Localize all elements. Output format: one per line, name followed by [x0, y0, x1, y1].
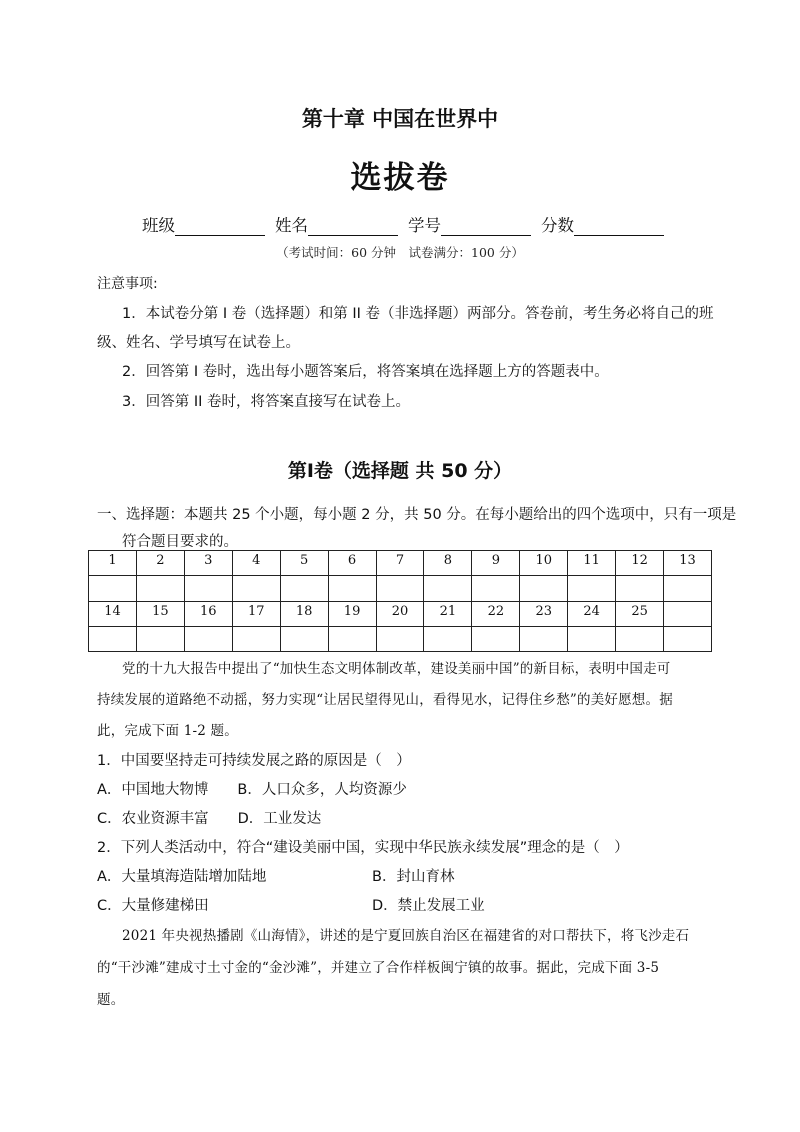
score-label: 分数	[541, 216, 574, 235]
answer-cell[interactable]	[568, 626, 616, 651]
question-number-cell: 2	[136, 551, 184, 576]
answer-row	[89, 576, 712, 601]
question-number-cell: 7	[376, 551, 424, 576]
question-number-cell: 23	[520, 601, 568, 626]
answer-cell[interactable]	[664, 576, 712, 601]
question-number-cell: 19	[328, 601, 376, 626]
answer-cell[interactable]	[184, 626, 232, 651]
answer-cell[interactable]	[424, 626, 472, 651]
question-number-cell: 1	[89, 551, 137, 576]
passage-2-line: 的“干沙滩”建成寸土寸金的“金沙滩”，并建立了合作样板闽宁镇的故事。据此，完成下面 3-5	[97, 960, 660, 976]
question-number-cell: 22	[472, 601, 520, 626]
answer-cell[interactable]	[616, 626, 664, 651]
answer-cell[interactable]	[472, 576, 520, 601]
question-1-options-ab: A．中国地大物博 B．人口众多，人均资源少	[97, 782, 407, 798]
notice-item-2: 2．回答第 I 卷时，选出每小题答案后，将答案填在选择题上方的答题表中。	[122, 364, 609, 380]
question-number-cell: 3	[184, 551, 232, 576]
question-number-cell: 6	[328, 551, 376, 576]
passage-2-line: 题。	[97, 992, 125, 1008]
question-2-stem: 2．下列人类活动中，符合“建设美丽中国，实现中华民族永续发展”理念的是（ ）	[97, 840, 629, 856]
section-intro: 一、选择题：本题共 25 个小题，每小题 2 分，共 50 分。在每小题给出的四个选项中，只有一项是	[97, 507, 737, 523]
question-number-cell: 25	[616, 601, 664, 626]
question-number-cell: 9	[472, 551, 520, 576]
answer-cell[interactable]	[616, 576, 664, 601]
section-title: 第I卷（选择题 共 50 分）	[287, 460, 513, 482]
question-2-option-a: A．大量填海造陆增加陆地	[97, 869, 267, 885]
question-number-row	[89, 551, 712, 576]
question-2-option-d: D．禁止发展工业	[372, 898, 485, 914]
student-id-blank[interactable]	[441, 217, 531, 236]
student-info-row	[142, 212, 674, 236]
answer-row	[89, 626, 712, 651]
question-number-cell: 16	[184, 601, 232, 626]
notice-item-1-continued: 级、姓名、学号填写在试卷上。	[97, 335, 300, 351]
answer-cell[interactable]	[184, 576, 232, 601]
passage-1-line: 此，完成下面 1-2 题。	[97, 723, 238, 739]
question-number-cell	[664, 601, 712, 626]
answer-cell[interactable]	[376, 626, 424, 651]
answer-cell[interactable]	[520, 626, 568, 651]
name-label: 姓名	[275, 216, 308, 235]
question-number-cell: 21	[424, 601, 472, 626]
question-1-options-cd: C．农业资源丰富 D．工业发达	[97, 811, 322, 827]
passage-1-line: 持续发展的道路绝不动摇，努力实现“让居民望得见山，看得见水，记得住乡愁”的美好愿想。据	[97, 692, 673, 708]
answer-cell[interactable]	[328, 626, 376, 651]
question-number-cell: 20	[376, 601, 424, 626]
question-number-cell: 11	[568, 551, 616, 576]
student-id-label: 学号	[408, 216, 441, 235]
score-blank[interactable]	[574, 217, 664, 236]
section-intro-continued: 符合题目要求的。	[122, 534, 238, 550]
question-2-option-b: B．封山育林	[372, 869, 455, 885]
question-number-cell: 17	[232, 601, 280, 626]
answer-cell[interactable]	[328, 576, 376, 601]
class-blank[interactable]	[175, 217, 265, 236]
question-number-cell: 14	[89, 601, 137, 626]
answer-cell[interactable]	[376, 576, 424, 601]
answer-cell[interactable]	[232, 626, 280, 651]
class-label: 班级	[142, 216, 175, 235]
answer-cell[interactable]	[664, 626, 712, 651]
question-number-row	[89, 601, 712, 626]
exam-title: 选拔卷	[350, 160, 450, 196]
time-note: （考试时间：60 分钟 试卷满分：100 分）	[276, 245, 524, 260]
question-number-cell: 24	[568, 601, 616, 626]
answer-cell[interactable]	[280, 626, 328, 651]
answer-cell[interactable]	[472, 626, 520, 651]
question-number-cell: 10	[520, 551, 568, 576]
answer-cell[interactable]	[232, 576, 280, 601]
notice-heading: 注意事项:	[97, 276, 158, 292]
question-1-stem: 1．中国要坚持走可持续发展之路的原因是（ ）	[97, 753, 411, 769]
answer-table	[88, 550, 712, 652]
question-number-cell: 5	[280, 551, 328, 576]
notice-item-3: 3．回答第 II 卷时，将答案直接写在试卷上。	[122, 394, 410, 410]
answer-cell[interactable]	[568, 576, 616, 601]
answer-cell[interactable]	[89, 626, 137, 651]
question-number-cell: 4	[232, 551, 280, 576]
notice-item-1: 1．本试卷分第 I 卷（选择题）和第 II 卷（非选择题）两部分。答卷前，考生务必将自己的班	[122, 306, 714, 322]
question-number-cell: 18	[280, 601, 328, 626]
passage-1-line: 党的十九大报告中提出了“加快生态文明体制改革，建设美丽中国”的新目标，表明中国走可	[122, 661, 671, 677]
answer-cell[interactable]	[520, 576, 568, 601]
answer-cell[interactable]	[136, 626, 184, 651]
answer-cell[interactable]	[136, 576, 184, 601]
question-number-cell: 8	[424, 551, 472, 576]
question-2-option-c: C．大量修建梯田	[97, 898, 209, 914]
answer-cell[interactable]	[89, 576, 137, 601]
question-number-cell: 12	[616, 551, 664, 576]
answer-cell[interactable]	[280, 576, 328, 601]
name-blank[interactable]	[308, 217, 398, 236]
answer-cell[interactable]	[424, 576, 472, 601]
passage-2-line: 2021 年央视热播剧《山海情》，讲述的是宁夏回族自治区在福建省的对口帮扶下，将飞沙走石	[122, 928, 690, 944]
question-number-cell: 15	[136, 601, 184, 626]
chapter-title: 第十章 中国在世界中	[301, 107, 499, 131]
question-number-cell: 13	[664, 551, 712, 576]
